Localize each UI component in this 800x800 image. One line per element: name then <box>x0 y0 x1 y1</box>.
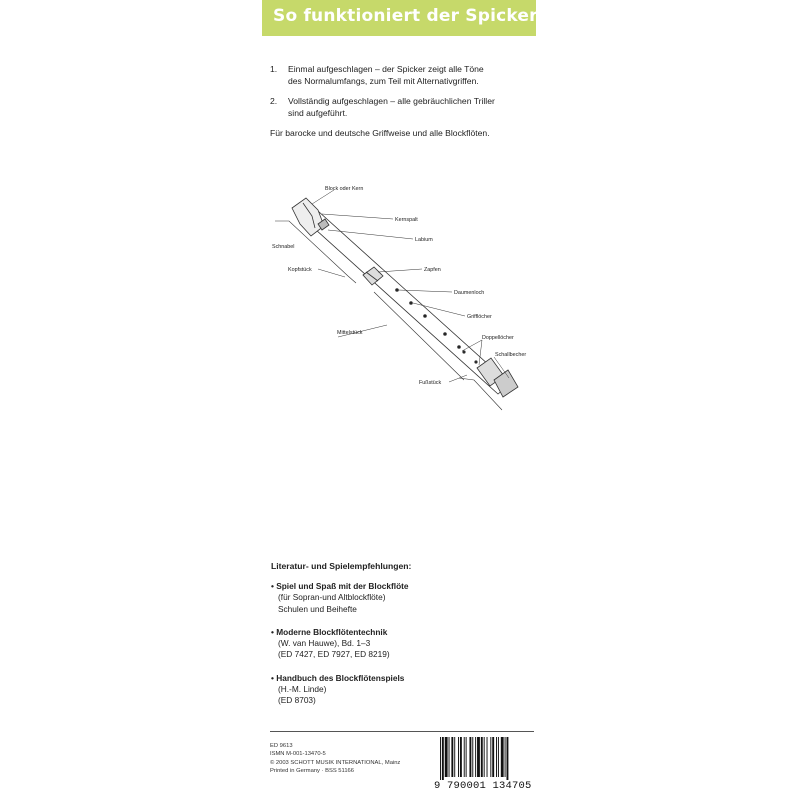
imprint-copyright: © 2003 SCHOTT MUSIK INTERNATIONAL, Mainz <box>270 759 401 766</box>
recorder-diagram <box>262 180 536 415</box>
barcode-bar <box>454 737 455 777</box>
barcode-bar <box>458 737 459 777</box>
label-kernspalt: Kernspalt <box>395 217 418 223</box>
label-labium: Labium <box>415 237 433 243</box>
barcode-bar <box>496 737 497 777</box>
barcode-number: 9 790001 134705 <box>434 780 532 792</box>
label-mittelstueck: Mittelstück <box>337 330 363 336</box>
label-kopfstueck: Kopfstück <box>288 267 312 273</box>
intro-item-number: 2. <box>270 96 278 106</box>
barcode-bar <box>449 737 450 777</box>
book-title: • Handbuch des Blockflötenspiels <box>271 672 405 683</box>
label-fussstueck: Fußstück <box>419 380 442 386</box>
recorder-illustration <box>275 198 518 410</box>
intro-item-text <box>288 95 495 119</box>
imprint-printed: Printed in Germany · BSS 51166 <box>270 767 354 774</box>
label-schallbecher: Schallbecher <box>495 352 527 358</box>
label-doppelloecher: Doppellöcher <box>482 335 514 341</box>
barcode-bar <box>460 737 462 777</box>
intro-line: Vollständig aufgeschlagen – alle gebräuchlichen Triller <box>288 96 495 106</box>
intro-section <box>270 63 532 139</box>
book-detail: (H.-M. Linde) <box>278 684 327 695</box>
label-daumenloch: Daumenloch <box>454 290 485 296</box>
barcode-bar <box>487 737 488 777</box>
barcode-bar <box>507 737 509 780</box>
book-detail: (für Sopran-und Altblockflöte) <box>278 592 386 603</box>
book-detail: (ED 8703) <box>278 695 316 706</box>
book-detail: (W. van Hauwe), Bd. 1–3 <box>278 638 371 649</box>
intro-item <box>270 95 532 119</box>
literature-list <box>271 581 531 719</box>
barcode-bar <box>490 737 491 777</box>
barcode-bar <box>481 737 483 777</box>
barcode-bar <box>469 737 471 777</box>
intro-line: sind aufgeführt. <box>288 108 348 118</box>
page-title: So funktioniert der Spicker <box>273 6 538 26</box>
intro-item <box>270 63 532 87</box>
intro-line: Einmal aufgeschlagen – der Spicker zeigt alle Töne <box>288 64 484 74</box>
barcode-bar <box>451 737 453 777</box>
barcode-bar <box>501 737 504 777</box>
barcode-bar <box>505 737 506 777</box>
intro-item-text <box>288 63 484 87</box>
imprint-ed: ED 9613 <box>270 743 293 749</box>
barcode-bar <box>440 737 441 780</box>
list-item <box>271 673 531 707</box>
label-block: Block oder Kern <box>325 186 364 192</box>
intro-line: des Normalumfangs, zum Teil mit Alternativgriffen. <box>288 76 479 86</box>
barcode-bar <box>442 737 444 780</box>
barcode-bar <box>484 737 485 777</box>
intro-item-number: 1. <box>270 64 278 74</box>
imprint <box>270 742 400 775</box>
barcode-bar <box>472 737 473 777</box>
book-title: • Spiel und Spaß mit der Blockflöte <box>271 581 409 591</box>
intro-note: Für barocke und deutsche Griffweise und alle Blockflöten. <box>270 128 490 138</box>
label-schnabel: Schnabel <box>272 244 295 250</box>
book-detail: (ED 7427, ED 7927, ED 8219) <box>278 649 390 660</box>
book-detail: Schulen und Beihefte <box>278 603 357 614</box>
label-zapfen: Zapfen <box>424 267 441 273</box>
spicker-page <box>262 0 536 800</box>
barcode-bar <box>477 737 480 777</box>
imprint-ismn: ISMN M-001-13470-5 <box>270 751 326 758</box>
label-griffloecher: Grifflöcher <box>467 314 492 320</box>
list-item <box>271 627 531 661</box>
list-item <box>271 581 531 615</box>
barcode-bar <box>445 737 448 777</box>
book-title: • Moderne Blockflötentechnik <box>271 626 388 637</box>
footer-divider <box>270 731 534 732</box>
barcode-bar <box>498 737 499 777</box>
literature-heading: Literatur- und Spielempfehlungen: <box>271 561 412 571</box>
barcode-bar <box>464 737 465 777</box>
header-band <box>262 0 536 36</box>
barcode-bar <box>466 737 467 777</box>
barcode-bar <box>492 737 494 777</box>
barcode-bar <box>475 737 476 777</box>
